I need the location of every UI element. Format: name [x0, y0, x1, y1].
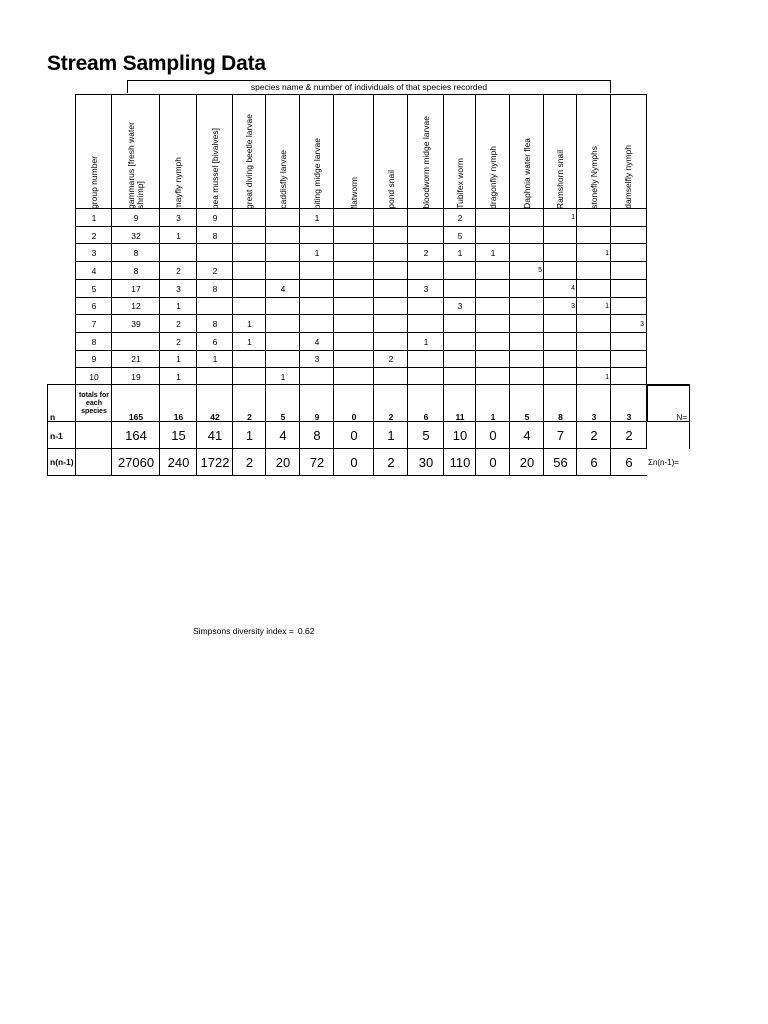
count-cell	[509, 332, 544, 351]
nn1-cell: 240	[159, 448, 197, 476]
count-cell	[576, 279, 611, 298]
species-header	[543, 94, 577, 209]
count-cell	[265, 332, 300, 351]
species-header	[610, 94, 647, 209]
species-total-cell: 9	[299, 384, 334, 422]
species-header	[373, 94, 408, 209]
count-cell	[509, 314, 544, 333]
count-cell	[509, 297, 544, 316]
nminus1-cell: 10	[443, 421, 476, 449]
species-header-label: caddisfly larvae	[277, 150, 288, 209]
count-cell	[299, 314, 334, 333]
count-cell: 2	[159, 332, 197, 351]
species-overhead-label: species name & number of individuals of that species recorded	[127, 80, 611, 93]
count-cell	[610, 261, 647, 280]
count-cell	[475, 332, 510, 351]
nminus1-cell: 8	[299, 421, 334, 449]
count-cell	[610, 297, 647, 316]
count-cell: 1	[159, 367, 197, 386]
group-number-cell: 3	[75, 243, 112, 262]
count-cell: 21	[111, 350, 160, 369]
count-cell: 2	[196, 261, 233, 280]
count-cell: 2	[373, 350, 408, 369]
species-total-cell: 5	[509, 384, 544, 422]
count-cell: 8	[196, 279, 233, 298]
simpson-value: 0.62	[297, 626, 315, 636]
count-cell	[610, 208, 647, 227]
species-header-label: Ramshorn snail	[555, 149, 565, 209]
species-header	[407, 94, 444, 209]
count-cell	[543, 243, 577, 262]
count-cell	[232, 243, 266, 262]
nminus1-blank	[75, 421, 112, 449]
count-cell	[610, 226, 647, 245]
count-cell	[373, 314, 408, 333]
count-cell	[373, 297, 408, 316]
count-cell	[475, 279, 510, 298]
nn1-cell: 6	[576, 448, 611, 476]
count-cell	[509, 243, 544, 262]
count-cell	[543, 332, 577, 351]
totals-label: totals for each species	[75, 384, 112, 422]
nminus1-cell: 5	[407, 421, 444, 449]
count-cell: 4	[299, 332, 334, 351]
count-cell: 8	[111, 261, 160, 280]
count-cell	[373, 226, 408, 245]
count-cell: 1	[407, 332, 444, 351]
nn1-cell: 27060	[111, 448, 160, 476]
count-cell: 1	[576, 243, 611, 262]
count-cell: 2	[407, 243, 444, 262]
count-cell: 3	[443, 297, 476, 316]
group-number-header	[75, 94, 112, 209]
count-cell	[543, 314, 577, 333]
species-total-cell: 3	[576, 384, 611, 422]
species-header-label: gammarus [fresh water shrimp]	[126, 122, 145, 209]
species-total-cell: 165	[111, 384, 160, 422]
nminus1-cell: 0	[475, 421, 510, 449]
species-total-cell: 1	[475, 384, 510, 422]
count-cell	[509, 208, 544, 227]
count-cell: 2	[159, 314, 197, 333]
simpson-label: Simpsons diversity index =	[193, 626, 294, 636]
count-cell	[509, 350, 544, 369]
count-cell: 9	[111, 208, 160, 227]
count-cell	[509, 226, 544, 245]
count-cell	[443, 350, 476, 369]
species-header-label: pond snail	[385, 170, 396, 209]
species-header-label: pea mussel [bivalves]	[209, 127, 220, 209]
count-cell: 1	[265, 367, 300, 386]
count-cell	[543, 350, 577, 369]
N-label: N=	[646, 384, 690, 422]
count-cell: 39	[111, 314, 160, 333]
species-total-cell: 2	[373, 384, 408, 422]
group-number-cell: 10	[75, 367, 112, 386]
count-cell: 17	[111, 279, 160, 298]
count-cell: 1	[443, 243, 476, 262]
species-header-label: mayfly nymph	[173, 156, 183, 209]
nminus1-cell: 1	[232, 421, 266, 449]
count-cell: 5	[443, 226, 476, 245]
species-total-cell: 3	[610, 384, 647, 422]
count-cell	[333, 208, 374, 227]
species-header-label: flatworm	[348, 176, 359, 209]
nminus1-cell: 4	[265, 421, 300, 449]
count-cell: 3	[299, 350, 334, 369]
count-cell	[475, 261, 510, 280]
count-cell: 1	[159, 297, 197, 316]
count-cell	[299, 279, 334, 298]
count-cell	[232, 350, 266, 369]
species-header-label: Tubifex worm	[454, 158, 465, 209]
nn1-cell: 110	[443, 448, 476, 476]
group-number-cell: 8	[75, 332, 112, 351]
count-cell	[265, 243, 300, 262]
count-cell: 5	[509, 261, 544, 280]
count-cell	[407, 208, 444, 227]
species-total-cell: 0	[333, 384, 374, 422]
count-cell: 2	[159, 261, 197, 280]
count-cell	[333, 314, 374, 333]
count-cell	[196, 297, 233, 316]
species-total-cell: 2	[232, 384, 266, 422]
count-cell: 1	[576, 367, 611, 386]
count-cell	[333, 297, 374, 316]
count-cell: 19	[111, 367, 160, 386]
count-cell	[373, 332, 408, 351]
count-cell	[610, 332, 647, 351]
count-cell	[475, 350, 510, 369]
count-cell: 3	[407, 279, 444, 298]
count-cell	[333, 226, 374, 245]
count-cell	[333, 350, 374, 369]
nminus1-cell: 0	[333, 421, 374, 449]
group-number-cell: 2	[75, 226, 112, 245]
count-cell	[232, 297, 266, 316]
count-cell	[576, 208, 611, 227]
count-cell: 8	[111, 243, 160, 262]
count-cell	[576, 350, 611, 369]
count-cell	[576, 314, 611, 333]
nn1-cell: 2	[373, 448, 408, 476]
count-cell	[232, 208, 266, 227]
nn1-row-label: n(n-1)	[47, 448, 76, 476]
count-cell	[475, 226, 510, 245]
n-row-label: n	[47, 384, 76, 422]
count-cell	[443, 261, 476, 280]
nminus1-cell: 2	[610, 421, 647, 449]
nn1-cell: 20	[265, 448, 300, 476]
species-header-label: Daphnia water flea	[521, 138, 532, 209]
nminus1-cell: 1	[373, 421, 408, 449]
count-cell: 9	[196, 208, 233, 227]
species-total-cell: 42	[196, 384, 233, 422]
nminus1-row-label: n-1	[47, 421, 76, 449]
count-cell	[196, 243, 233, 262]
group-number-cell: 6	[75, 297, 112, 316]
count-cell	[333, 332, 374, 351]
species-header-label: stonefly Nymphs	[588, 146, 599, 209]
species-total-cell: 11	[443, 384, 476, 422]
count-cell	[333, 279, 374, 298]
count-cell	[475, 314, 510, 333]
count-cell	[159, 243, 197, 262]
species-header	[299, 94, 334, 209]
count-cell: 3	[159, 208, 197, 227]
page-title: Stream Sampling Data	[47, 52, 266, 75]
count-cell	[299, 297, 334, 316]
count-cell: 6	[196, 332, 233, 351]
species-header-label: bloodworm midge larvae	[420, 116, 431, 209]
count-cell: 1	[159, 226, 197, 245]
nn1-cell: 2	[232, 448, 266, 476]
group-number-cell: 7	[75, 314, 112, 333]
species-header	[443, 94, 476, 209]
species-header	[159, 94, 197, 209]
count-cell: 4	[543, 279, 577, 298]
species-total-cell: 6	[407, 384, 444, 422]
count-cell: 8	[196, 314, 233, 333]
count-cell	[232, 261, 266, 280]
nn1-cell: 1722	[196, 448, 233, 476]
count-cell	[373, 279, 408, 298]
count-cell	[443, 279, 476, 298]
count-cell: 3	[610, 314, 647, 333]
count-cell	[610, 243, 647, 262]
count-cell	[576, 261, 611, 280]
count-cell: 1	[543, 208, 577, 227]
count-cell	[265, 208, 300, 227]
species-header	[509, 94, 544, 209]
species-total-cell: 8	[543, 384, 577, 422]
count-cell: 1	[576, 297, 611, 316]
count-cell	[333, 261, 374, 280]
species-header	[111, 94, 160, 209]
species-header-label: dragonfly nymph	[487, 146, 498, 209]
count-cell	[373, 261, 408, 280]
species-header	[196, 94, 233, 209]
count-cell: 1	[232, 314, 266, 333]
nn1-cell: 56	[543, 448, 577, 476]
count-cell: 4	[265, 279, 300, 298]
count-cell	[111, 332, 160, 351]
count-cell	[265, 261, 300, 280]
count-cell	[373, 243, 408, 262]
count-cell	[475, 297, 510, 316]
simpson-index	[193, 626, 314, 636]
count-cell	[407, 226, 444, 245]
species-total-cell: 5	[265, 384, 300, 422]
count-cell	[475, 208, 510, 227]
count-cell	[373, 208, 408, 227]
species-header	[475, 94, 510, 209]
species-header-label: biting midge larvae	[311, 137, 322, 209]
count-cell	[576, 332, 611, 351]
nminus1-cell: 7	[543, 421, 577, 449]
count-cell: 32	[111, 226, 160, 245]
count-cell: 1	[475, 243, 510, 262]
count-cell: 1	[159, 350, 197, 369]
count-cell: 1	[299, 243, 334, 262]
count-cell	[299, 261, 334, 280]
nn1-cell: 20	[509, 448, 544, 476]
group-number-cell: 9	[75, 350, 112, 369]
count-cell	[509, 279, 544, 298]
count-cell: 8	[196, 226, 233, 245]
species-header	[265, 94, 300, 209]
group-number-cell: 4	[75, 261, 112, 280]
count-cell: 1	[196, 350, 233, 369]
count-cell	[333, 243, 374, 262]
count-cell	[232, 279, 266, 298]
count-cell	[610, 350, 647, 369]
nn1-cell: 0	[475, 448, 510, 476]
count-cell	[576, 226, 611, 245]
count-cell: 3	[543, 297, 577, 316]
count-cell	[232, 226, 266, 245]
species-total-cell: 16	[159, 384, 197, 422]
species-header	[576, 94, 611, 209]
count-cell	[443, 314, 476, 333]
nminus1-cell: 164	[111, 421, 160, 449]
count-cell	[407, 297, 444, 316]
nminus1-cell: 15	[159, 421, 197, 449]
count-cell	[610, 279, 647, 298]
count-cell	[407, 350, 444, 369]
species-header-label: damselfly nymph	[623, 145, 633, 209]
count-cell: 3	[159, 279, 197, 298]
count-cell: 1	[299, 208, 334, 227]
count-cell	[407, 314, 444, 333]
count-cell: 12	[111, 297, 160, 316]
sum-label: Σn(n-1)=	[648, 457, 679, 467]
count-cell	[265, 350, 300, 369]
species-header	[333, 94, 374, 209]
species-header-label: great diving beetle larvae	[244, 114, 254, 209]
nn1-cell: 72	[299, 448, 334, 476]
nminus1-cell: 41	[196, 421, 233, 449]
nn1-cell: 6	[610, 448, 647, 476]
nn1-cell: 30	[407, 448, 444, 476]
count-cell	[443, 332, 476, 351]
nn1-blank	[75, 448, 112, 476]
count-cell	[265, 297, 300, 316]
group-number-cell: 1	[75, 208, 112, 227]
count-cell	[543, 226, 577, 245]
group-number-cell: 5	[75, 279, 112, 298]
count-cell: 1	[232, 332, 266, 351]
nminus1-cell: 2	[576, 421, 611, 449]
nminus1-extra	[646, 421, 690, 449]
species-header	[232, 94, 266, 209]
count-cell	[265, 226, 300, 245]
count-cell: 2	[443, 208, 476, 227]
nminus1-cell: 4	[509, 421, 544, 449]
count-cell	[265, 314, 300, 333]
count-cell	[407, 261, 444, 280]
nn1-cell: 0	[333, 448, 374, 476]
group-number-header-label: group number	[88, 156, 99, 209]
count-cell	[543, 261, 577, 280]
count-cell	[299, 226, 334, 245]
